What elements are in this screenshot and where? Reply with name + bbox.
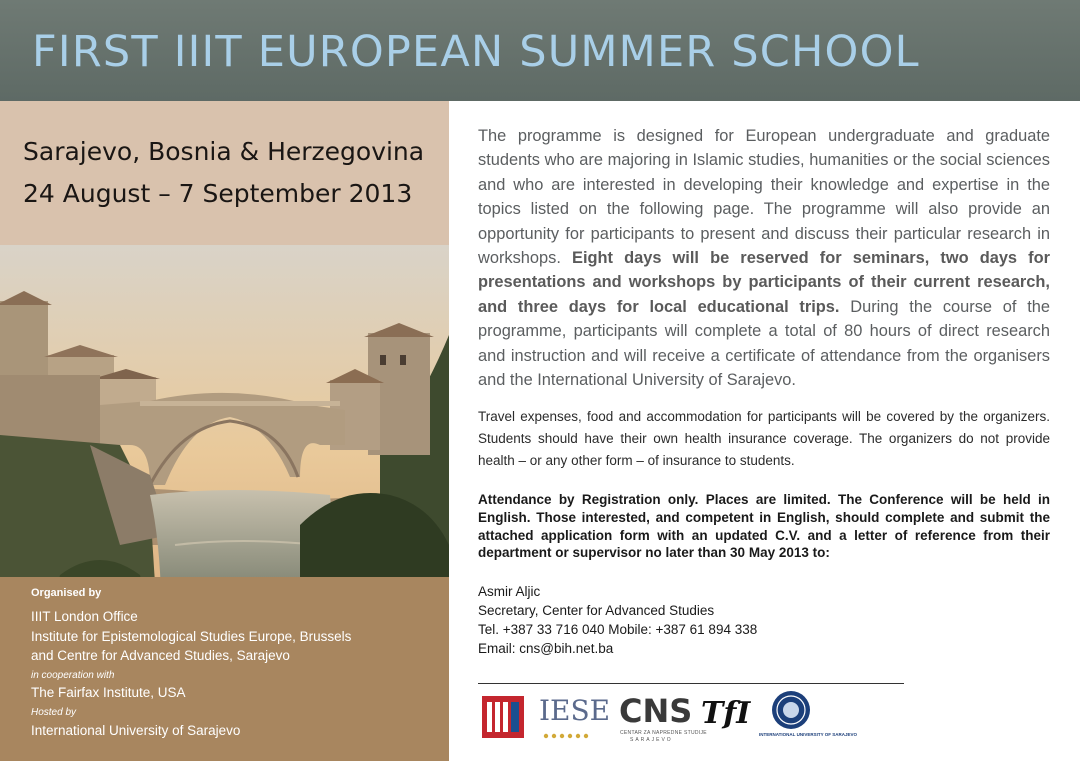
travel-expenses-note: Travel expenses, food and accommodation for participants will be covered by the organizers. Students should have their own health insurance coverage. The organizers do not provide health – or any other form – of insurance to students. (478, 409, 1050, 468)
venue-location: Sarajevo, Bosnia & Herzegovina (23, 137, 425, 166)
organiser-line: Institute for Epistemological Studies Europe, Brussels (31, 629, 352, 644)
contact-email[interactable]: Email: cns@bih.net.ba (478, 641, 614, 656)
header-banner (0, 0, 1080, 101)
organiser-line: and Centre for Advanced Studies, Sarajevo (31, 648, 290, 663)
contact-role: Secretary, Center for Advanced Studies (478, 603, 715, 618)
page-title: FIRST IIIT EUROPEAN SUMMER SCHOOL (32, 27, 920, 77)
left-column (0, 101, 449, 761)
cns-logo: CNS (619, 692, 693, 730)
contact-block (478, 582, 757, 658)
divider (478, 683, 904, 684)
organisers-panel (0, 577, 449, 761)
partner-logos (478, 690, 918, 750)
programme-description: The programme is designed for European undergraduate and graduate students who are majoring in Islamic studies, humanities or the social sciences and who are interested in developing their knowledge and expertise in the topics listed on the following page. The programme will also provide an opportunity for participants to present and discuss their particular research in workshops. Eight days will be reserved for seminars, two days for presentations and workshops by participants of their current research, and three days for local educational trips. During the course of the programme, participants will complete a total of 80 hours of direct research and instruction and will receive a certificate of attendance from the organisers and the International University of Sarajevo. (478, 127, 1051, 390)
organised-by-label: Organised by (31, 587, 102, 599)
attendance-lead: Attendance by Registration only. (478, 492, 699, 507)
organiser-line: IIIT London Office (31, 609, 138, 624)
venue-dates: 24 August – 7 September 2013 (23, 179, 413, 208)
contact-name: Asmir Aljic (478, 584, 541, 599)
fairfax-logo: TfI (701, 696, 751, 731)
cooperation-label: in cooperation with (31, 670, 115, 681)
cns-subtitle: CENTAR ZA NAPREDNE STUDIJE (620, 730, 707, 736)
iiit-logo (482, 696, 524, 743)
hosted-label: Hosted by (31, 707, 77, 718)
cns-city: SARAJEVO (630, 737, 673, 743)
ius-seal-icon (771, 690, 811, 735)
contact-phone[interactable]: Tel. +387 33 716 040 Mobile: +387 61 894 338 (478, 622, 758, 637)
iese-dots-icon (542, 727, 604, 745)
ius-name: INTERNATIONAL UNIVERSITY OF SARAJEVO (759, 732, 858, 737)
cooperation-partner: The Fairfax Institute, USA (31, 685, 186, 700)
host-institution: International University of Sarajevo (31, 723, 241, 738)
attendance-note: Attendance by Registration only. Places are limited. The Conference will be held in English. Those interested, and competent in English, should complete and submit the attached application form with an updated C.V. and a letter of reference from their department or supervisor no later than 30 May 2013 to: (478, 492, 1050, 561)
iese-logo: IESE (539, 694, 611, 727)
programme-schedule-highlight: Eight days will be reserved for seminars, two days for presentations and workshops by participants of their current research, and three days for local educational trips. (478, 249, 1051, 316)
venue-panel (0, 101, 449, 245)
